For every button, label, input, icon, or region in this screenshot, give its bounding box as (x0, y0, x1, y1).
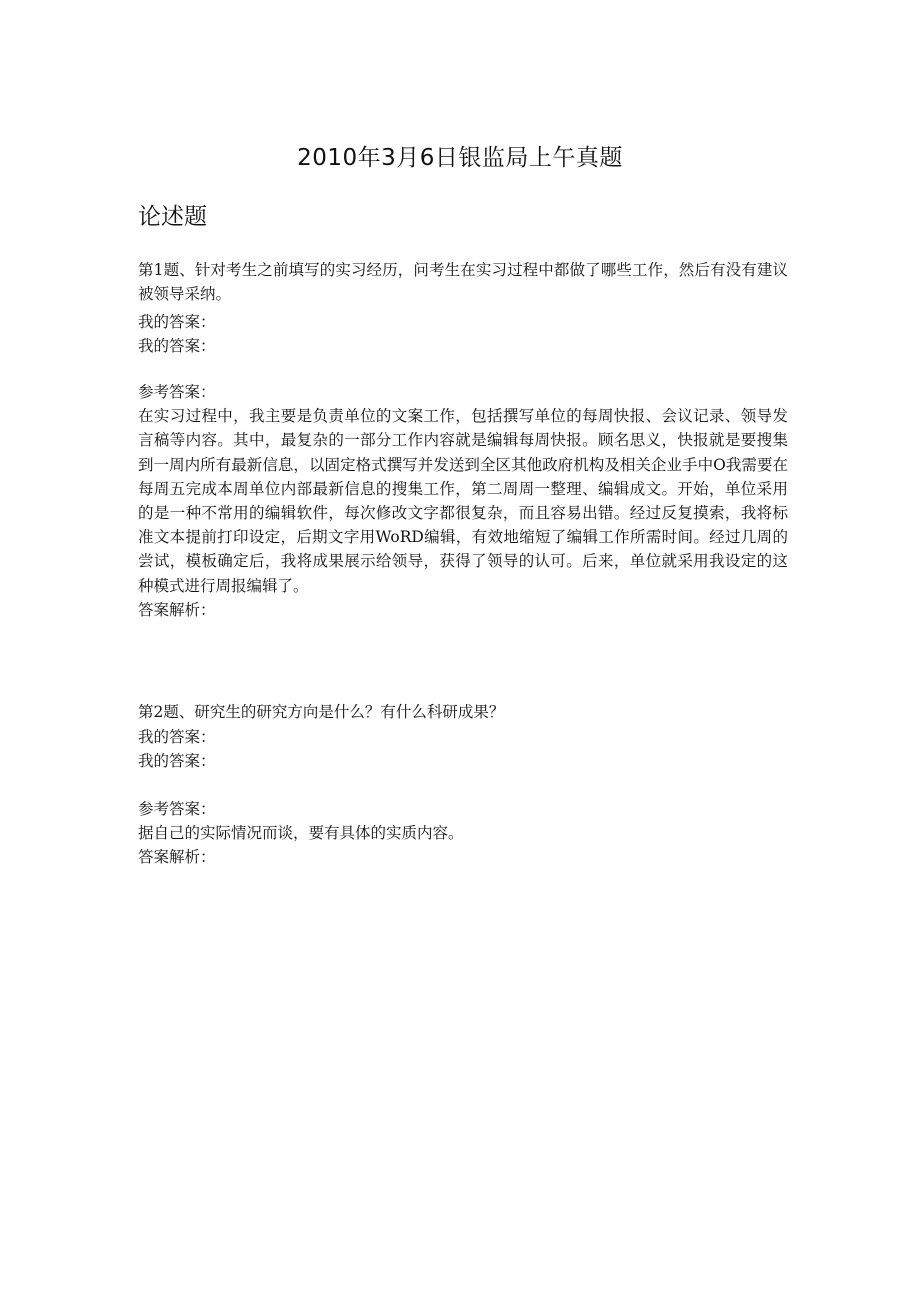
question-1-prompt (138, 258, 788, 306)
my-answer-label: 我的答案： (138, 337, 216, 356)
my-answer-label: 我的答案： (138, 752, 216, 771)
answer-analysis-label: 答案解析： (138, 600, 216, 619)
reference-answer-label: 参考答案： (138, 800, 216, 818)
question-1-reference-answer (138, 380, 788, 622)
answer-analysis-label: 答案解析： (138, 848, 216, 867)
my-answer-label: 我的答案： (138, 313, 216, 331)
document-title: 2010年3月6日银监局上午真题 (297, 145, 623, 171)
question-prompt-text: 第1题、针对考生之前填写的实习经历，问考生在实习过程中都做了哪些工作，然后有没有建议被领导采纳。 (138, 261, 788, 304)
question-prompt-text: 第2题、研究生的研究方向是什么？有什么科研成果？ (138, 703, 505, 721)
question-2-my-answer (138, 725, 788, 773)
reference-answer-text: 据自己的实际情况而谈，要有具体的实质内容。 (138, 824, 464, 843)
section-title: 论述题 (138, 204, 207, 230)
reference-answer-label: 参考答案： (138, 383, 216, 401)
question-2-prompt (138, 700, 788, 724)
reference-answer-text: 在实习过程中，我主要是负责单位的文案工作，包括撰写单位的每周快报、会议记录、领导发言稿等内容。其中，最复杂的一部分工作内容就是编辑每周快报。顾名思义，快报就是要搜集到一周内所有最新信息，以固定格式撰写并发送到全区其他政府机构及相关企业手中O我需要在每周五完成本周单位内部最新信息的搜集工作，第二周周一整理、编辑成文。开始，单位采用的是一种不常用的编辑软件，每次修改文字都很复杂，而且容易出错。经过反复摸索，我将标准文本提前打印设定，后期文字用WoRD编辑，有效地缩短了编辑工作所需时间。经过几周的尝试，模板确定后，我将成果展示给领导，获得了领导的认可。后来，单位就采用我设定的这种模式进行周报编辑了。 (138, 407, 788, 595)
question-1-my-answer (138, 310, 788, 358)
question-2-reference-answer (138, 797, 788, 870)
my-answer-label: 我的答案： (138, 728, 216, 746)
